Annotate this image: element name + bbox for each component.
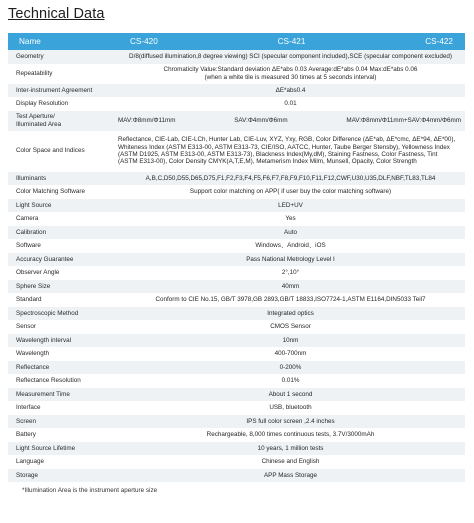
row-value: USB, bluetooth	[269, 404, 312, 412]
row-value	[116, 131, 465, 172]
row-value-line: Whiteness Index (ASTM E313-00, ASTM E313-73, CIE/ISO, AATCC, Hunter, Taube Berger Stensby), Yellowness Index	[118, 143, 450, 151]
table-row	[8, 185, 465, 199]
row-value	[116, 64, 465, 84]
row-value: 0.01%	[281, 377, 300, 385]
row-value: Support color matching on APP( if user buy the color matching software)	[189, 188, 392, 196]
row-label-line: Test Aperture/	[16, 113, 55, 121]
row-value-line: Chromaticity Value:Standard deviation ΔE*abs 0.03 Average:dE*abs 0.04 Max:dE*abs 0.06	[163, 66, 418, 74]
footnote: *Illumination Area is the instrument aperture size	[22, 487, 158, 494]
table-row	[8, 131, 465, 172]
table-row	[8, 239, 465, 253]
row-label: Sensor	[16, 323, 36, 331]
row-label: Measurement Time	[16, 390, 70, 398]
row-value: ΔE*abs0.4	[275, 86, 306, 94]
table-row	[8, 266, 465, 280]
table-row	[8, 226, 465, 240]
page-title: Technical Data	[8, 6, 105, 22]
row-label: Camera	[16, 215, 39, 223]
table-row	[8, 401, 465, 415]
table-row	[8, 347, 465, 361]
table-row	[8, 388, 465, 402]
table-row	[8, 172, 465, 186]
row-value-line: (ASTM D1925, ASTM E313-00, ASTM E313-73), Blackness Index(My,dM), Staining Fastness, Color Fastness, Tint	[118, 151, 438, 158]
spec-table	[8, 33, 465, 482]
table-row	[8, 428, 465, 442]
row-value: About 1 second	[268, 390, 313, 398]
row-label: Interface	[16, 404, 41, 412]
row-value: 0.01	[284, 100, 297, 108]
row-label: Sphere Size	[16, 282, 51, 290]
table-row	[8, 469, 465, 483]
row-value: Conform to CIE No.15, GB/T 3978,GB 2893,GB/T 18833,ISO7724-1,ASTM E1164,DIN5033 Teil7	[155, 296, 426, 304]
row-value: IPS full color screen ,2.4 inches	[246, 417, 335, 425]
row-label: Wavelength interval	[16, 336, 72, 344]
row-label: Reflectance Resolution	[16, 377, 81, 385]
row-value-model-3: MAV:Φ8mm/Φ11mm+SAV:Φ4mm/Φ6mm	[346, 116, 461, 124]
table-row	[8, 111, 465, 131]
row-value: Integrated optics	[267, 309, 314, 317]
header-models	[116, 33, 465, 50]
row-label: Observer Angle	[16, 269, 60, 277]
table-row	[8, 212, 465, 226]
row-label: Illuminants	[16, 174, 47, 182]
row-label: Color Space and Indices	[16, 147, 85, 155]
table-row	[8, 64, 465, 84]
row-value: 2°,10°	[281, 269, 300, 277]
row-value-model-2: SAV:Φ4mm/Φ6mm	[234, 116, 288, 124]
table-header-row	[8, 33, 465, 50]
table-row	[8, 253, 465, 267]
row-value: Auto	[284, 228, 297, 236]
row-label: Storage	[16, 471, 39, 479]
row-value-line: (ASTM E313-00), Color Density CMYK(A,T,E,M), Metamerism Index Milm, Munsell, Opacity, Color Strength	[118, 158, 417, 166]
row-value: 10 years, 1 million tests	[257, 444, 324, 452]
row-value: CMOS Sensor	[270, 323, 311, 331]
table-row	[8, 374, 465, 388]
header-name: Name	[19, 37, 41, 46]
row-label: Inter-instrument Agreement	[16, 86, 93, 94]
row-label: Standard	[16, 296, 42, 304]
row-value: 10nm	[282, 336, 299, 344]
table-row	[8, 97, 465, 111]
table-row	[8, 84, 465, 98]
table-row	[8, 415, 465, 429]
table-row	[8, 199, 465, 213]
row-value-model-1: MAV:Φ8mm/Φ11mm	[118, 116, 176, 124]
row-label: Geometry	[16, 53, 44, 61]
row-value: Pass National Metrology Level I	[246, 255, 335, 263]
header-model-2: CS-421	[277, 37, 306, 46]
table-row	[8, 334, 465, 348]
table-row	[8, 442, 465, 456]
table-row	[8, 307, 465, 321]
row-value: D/8(diffused illumination,8 degree viewing) SCI (specular component included),SCE (specular component excluded)	[129, 53, 452, 61]
row-label: Accuracy Guarantee	[16, 255, 74, 263]
row-label: Screen	[16, 417, 36, 425]
row-label: Light Source Lifetime	[16, 444, 76, 452]
row-value: A,B,C,D50,D55,D65,D75,F1,F2,F3,F4,F5,F6,F7,F8,F9,F10,F11,F12,CWF,U30,U35,DLF,NBF,TL83,TL84	[145, 174, 436, 182]
row-label	[8, 111, 116, 131]
row-value: APP Mass Storage	[263, 471, 318, 479]
row-value: Windows、Android、iOS	[255, 242, 326, 250]
row-value: 0-200%	[279, 363, 302, 371]
row-label-line: Illuminated Area	[16, 120, 62, 128]
table-row	[8, 293, 465, 307]
table-row	[8, 50, 465, 64]
header-model-3: CS-422	[425, 37, 453, 46]
row-label: Spectroscopic Method	[16, 309, 79, 317]
row-value-line: Reflectance, CIE-Lab, CIE-LCh, Hunter Lab, CIE-Luv, XYZ, Yxy, RGB, Color Difference (ΔE*ab, ΔE*cmc, ΔE*94, ΔE*00),	[118, 136, 456, 144]
table-row	[8, 455, 465, 469]
row-label: Software	[16, 242, 41, 250]
row-value: Chinese and English	[261, 458, 320, 466]
row-value-line: (when a white tile is measured 30 times at 5 seconds interval)	[204, 73, 377, 81]
row-label: Wavelength	[16, 350, 50, 358]
row-label: Color Matching Software	[16, 188, 85, 196]
row-label: Display Resolution	[16, 100, 69, 108]
table-row	[8, 280, 465, 294]
row-label: Battery	[16, 431, 36, 439]
row-value: Rechargeable, 8,000 times continuous tests, 3.7V/3000mAh	[206, 431, 375, 439]
table-row	[8, 320, 465, 334]
row-value	[116, 111, 465, 131]
row-label: Calibration	[16, 228, 47, 236]
row-label: Light Source	[16, 201, 52, 209]
row-value: 400-700nm	[274, 350, 307, 358]
row-label: Repeatability	[16, 69, 53, 77]
row-value: Yes	[285, 215, 296, 223]
header-model-1: CS-420	[130, 37, 158, 46]
row-value: 40mm	[281, 282, 300, 290]
row-value: LED+UV	[278, 201, 303, 209]
row-label: Language	[16, 458, 45, 466]
row-label: Reflectance	[16, 363, 50, 371]
table-row	[8, 361, 465, 375]
